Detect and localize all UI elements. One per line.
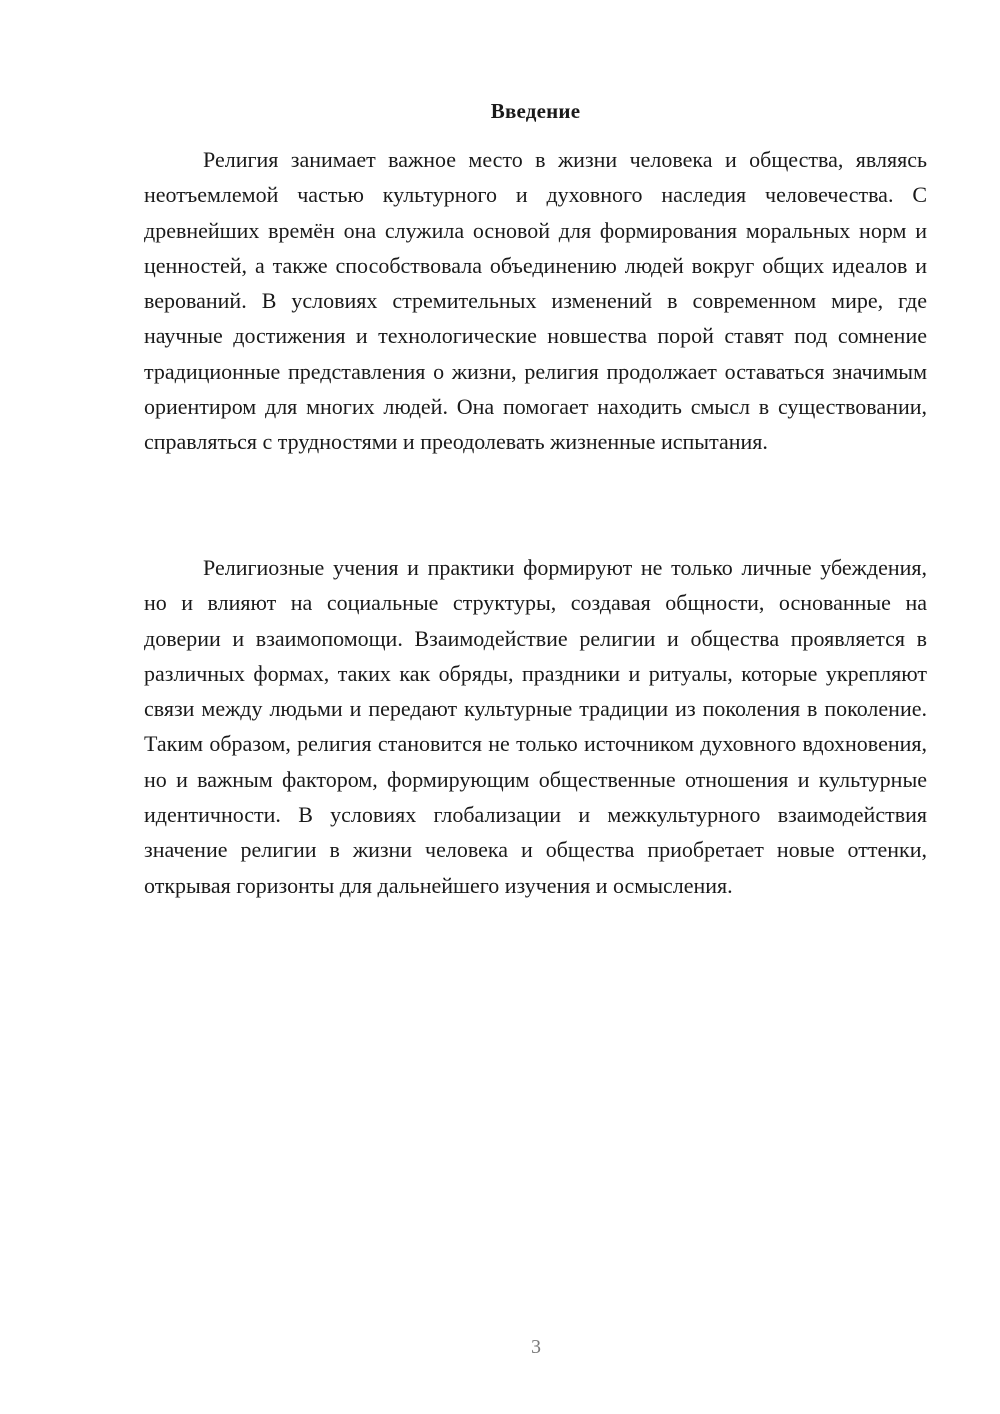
paragraph-2: Религиозные учения и практики формируют не только личные убеждения, но и влияют на социальные структуры, создавая общности, основанные на доверии и взаимопомощи. Взаимодействие религии и общества проявляется в различных формах, таких как обряды, праздники и ритуалы, которые укрепляют связи между людьми и передают культурные традиции из поколения в поколение. Таким образом, религия становится не только источником духовного вдохновения, но и важным фактором, формирующим общественные отношения и культурные идентичности. В условиях глобализации и межкультурного взаимодействия значение религии в жизни человека и общества приобретает новые оттенки, открывая горизонты для дальнейшего изучения и осмысления.	[144, 555, 927, 898]
paragraph-1: Религия занимает важное место в жизни человека и общества, являясь неотъемлемой частью культурного и духовного наследия человечества. С древнейших времён она служила основой для формирования моральных норм и ценностей, а также способствовала объединению людей вокруг общих идеалов и верований. В условиях стремительных изменений в современном мире, где научные достижения и технологические новшества порой ставят под сомнение традиционные представления о жизни, религия продолжает оставаться значимым ориентиром для многих людей. Она помогает находить смысл в существовании, справляться с трудностями и преодолевать жизненные испытания.	[144, 147, 927, 455]
section-title: Введение	[490, 99, 581, 123]
page-number: 3	[531, 1336, 541, 1358]
